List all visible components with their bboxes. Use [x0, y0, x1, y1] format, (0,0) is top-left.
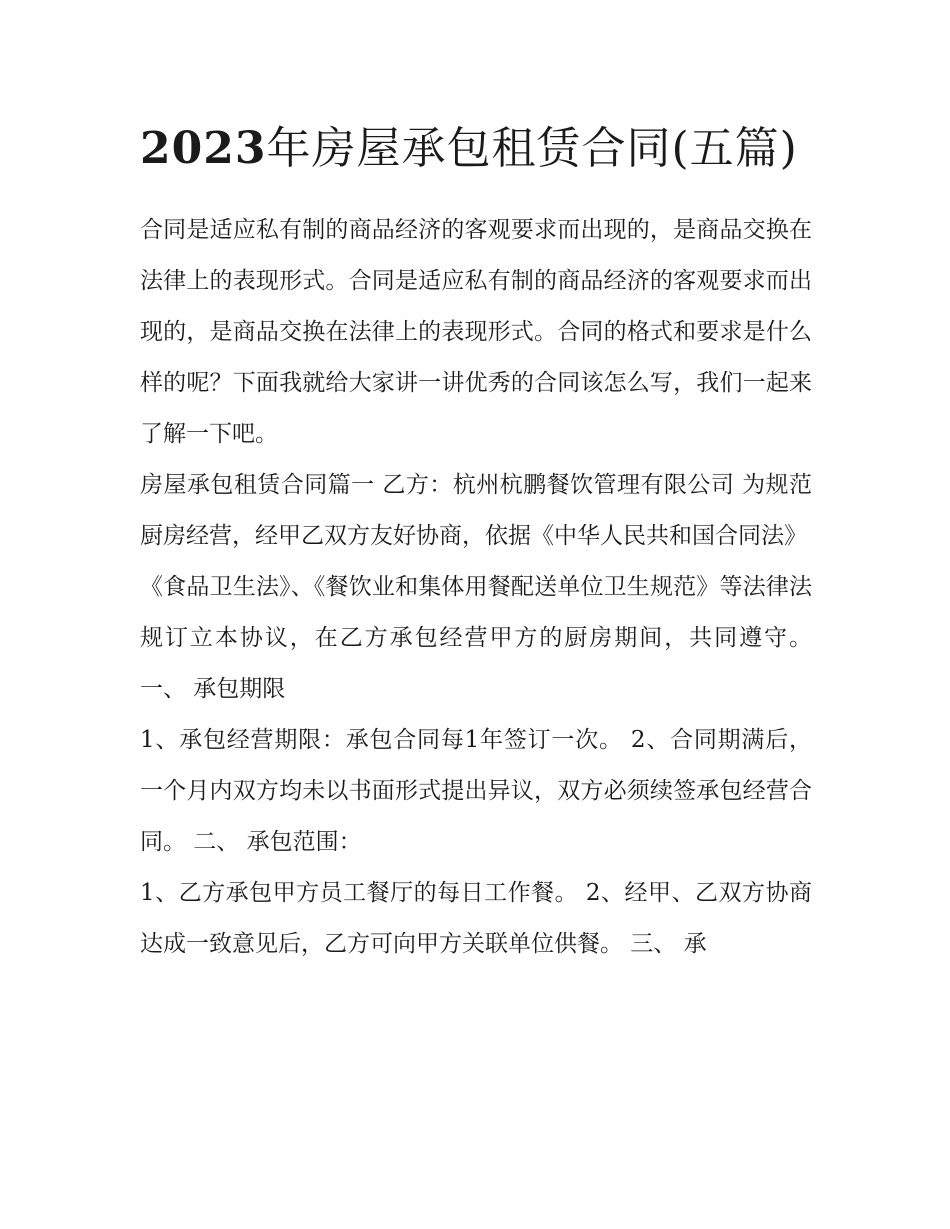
document-page: [140, 112, 812, 970]
title-text: 年房屋承包租赁合同(五篇): [266, 123, 798, 174]
contract-header-paragraph: 房屋承包租赁合同篇一 乙方：杭州杭鹏餐饮管理有限公司 为规范厨房经营，经甲乙双方友好协商，依据《中华人民共和国合同法》: [140, 472, 812, 549]
term-paragraph: 1、承包经营期限：承包合同每1年签订一次。 2、合同期满后，一个月内双方均未以书面形式提出异议，双方必须续签承包经营合同。 二、 承包范围：: [140, 727, 812, 855]
title-year: 2023: [140, 123, 267, 174]
document-title: [140, 112, 812, 185]
document-body: [140, 205, 812, 970]
scope-paragraph: 1、乙方承包甲方员工餐厅的每日工作餐。 2、经甲、乙双方协商达成一致意见后，乙方可向甲方关联单位供餐。 三、 承: [140, 880, 812, 957]
intro-paragraph: 合同是适应私有制的商品经济的客观要求而出现的，是商品交换在法律上的表现形式。合同是适应私有制的商品经济的客观要求而出现的，是商品交换在法律上的表现形式。合同的格式和要求是什么样的呢？下面我就给大家讲一讲优秀的合同该怎么写，我们一起来了解一下吧。: [140, 217, 812, 447]
legal-basis-paragraph: 《食品卫生法》、《餐饮业和集体用餐配送单位卫生规范》等法律法规订立本协议，在乙方承包经营甲方的厨房期间，共同遵守。 一、 承包期限: [140, 574, 812, 702]
